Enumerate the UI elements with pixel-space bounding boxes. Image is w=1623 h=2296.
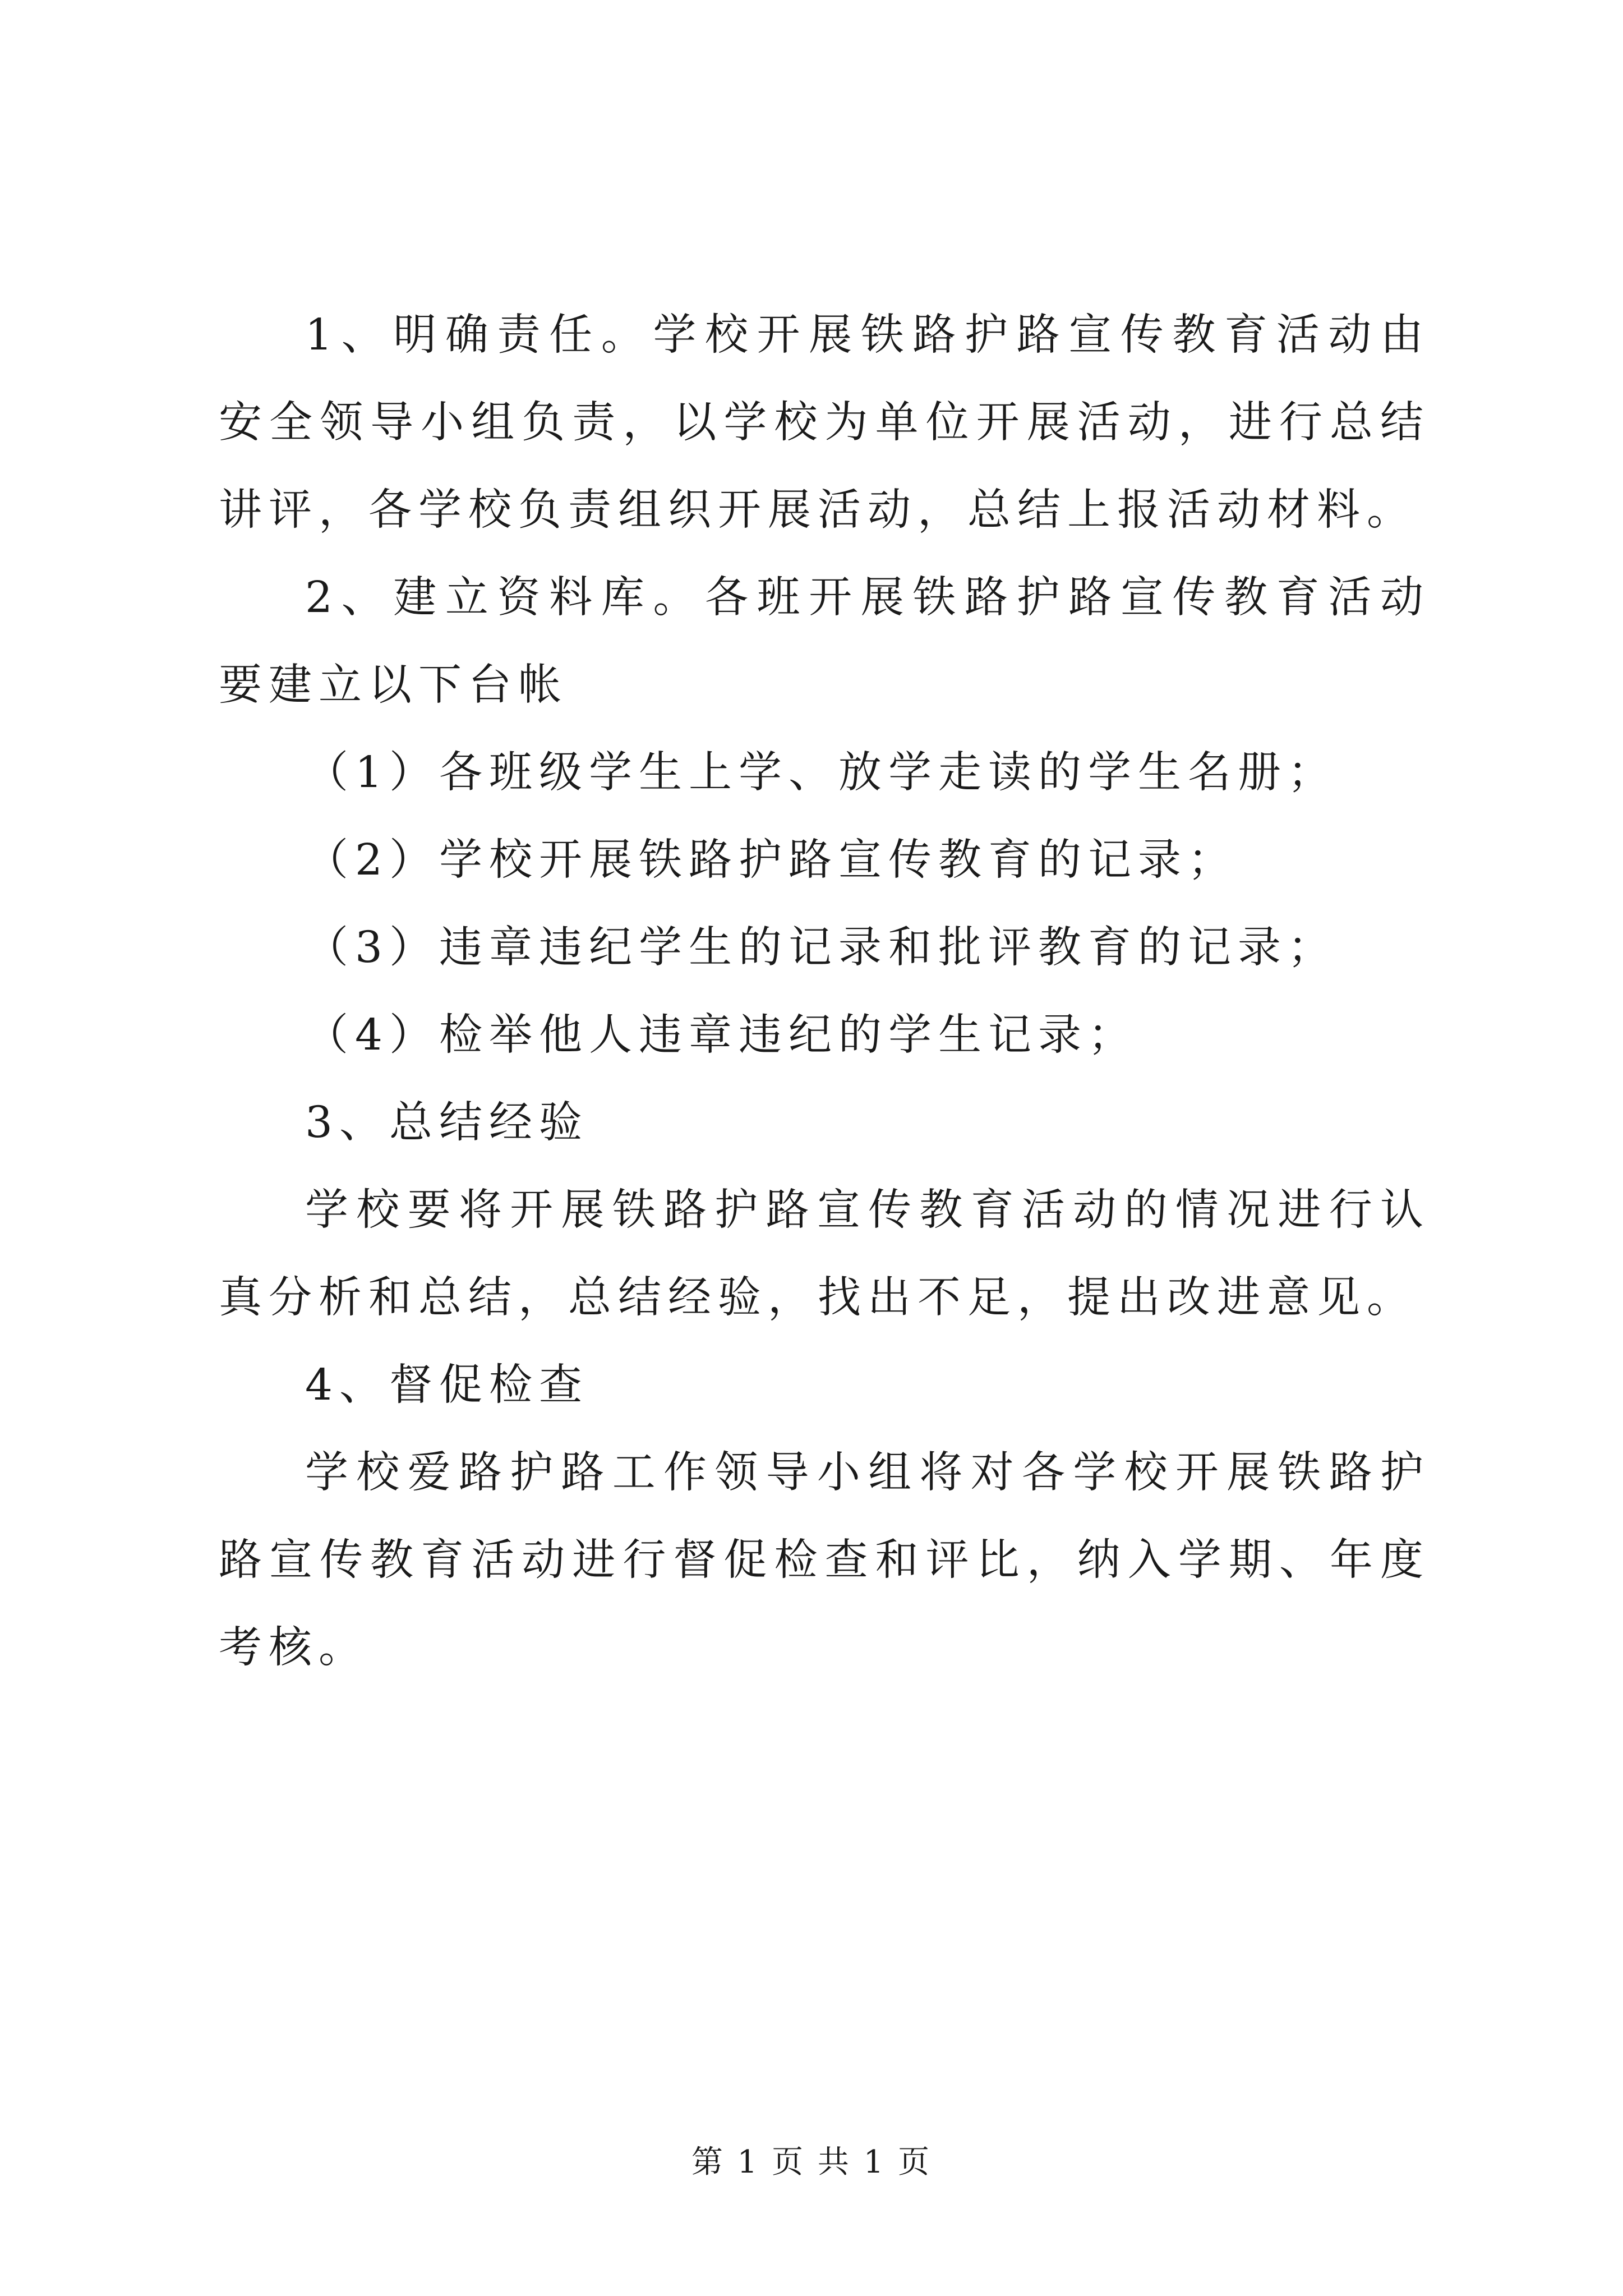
- paragraph-summary: 学校要将开展铁路护路宣传教育活动的情况进行认真分析和总结，总结经验，找出不足，提出改进意见。: [219, 1185, 1430, 1323]
- page-number-footer: 第 1 页 共 1 页: [691, 2144, 932, 2180]
- paragraph-database: 2、建立资料库。各班开展铁路护路宣传教育活动要建立以下台帐: [219, 573, 1430, 710]
- list-item-report-record: （4）检举他人违章违纪的学生记录；: [305, 1010, 1138, 1060]
- section-heading-inspection: 4、督促检查: [305, 1360, 589, 1410]
- list-item-violation-record: （3）违章违纪学生的记录和批评教育的记录；: [305, 923, 1338, 973]
- section-heading-summary: 3、总结经验: [305, 1098, 589, 1148]
- list-item-student-roster: （1）各班级学生上学、放学走读的学生名册；: [305, 748, 1338, 798]
- document-body: [219, 292, 1430, 1692]
- paragraph-responsibility: 1、明确责任。学校开展铁路护路宣传教育活动由安全领导小组负责，以学校为单位开展活动，进行总结讲评，各学校负责组织开展活动，总结上报活动材料。: [219, 310, 1430, 535]
- list-item-education-record: （2）学校开展铁路护路宣传教育的记录；: [305, 835, 1238, 885]
- paragraph-inspection: 学校爱路护路工作领导小组将对各学校开展铁路护路宣传教育活动进行督促检查和评比，纳入学期、年度考核。: [219, 1448, 1430, 1673]
